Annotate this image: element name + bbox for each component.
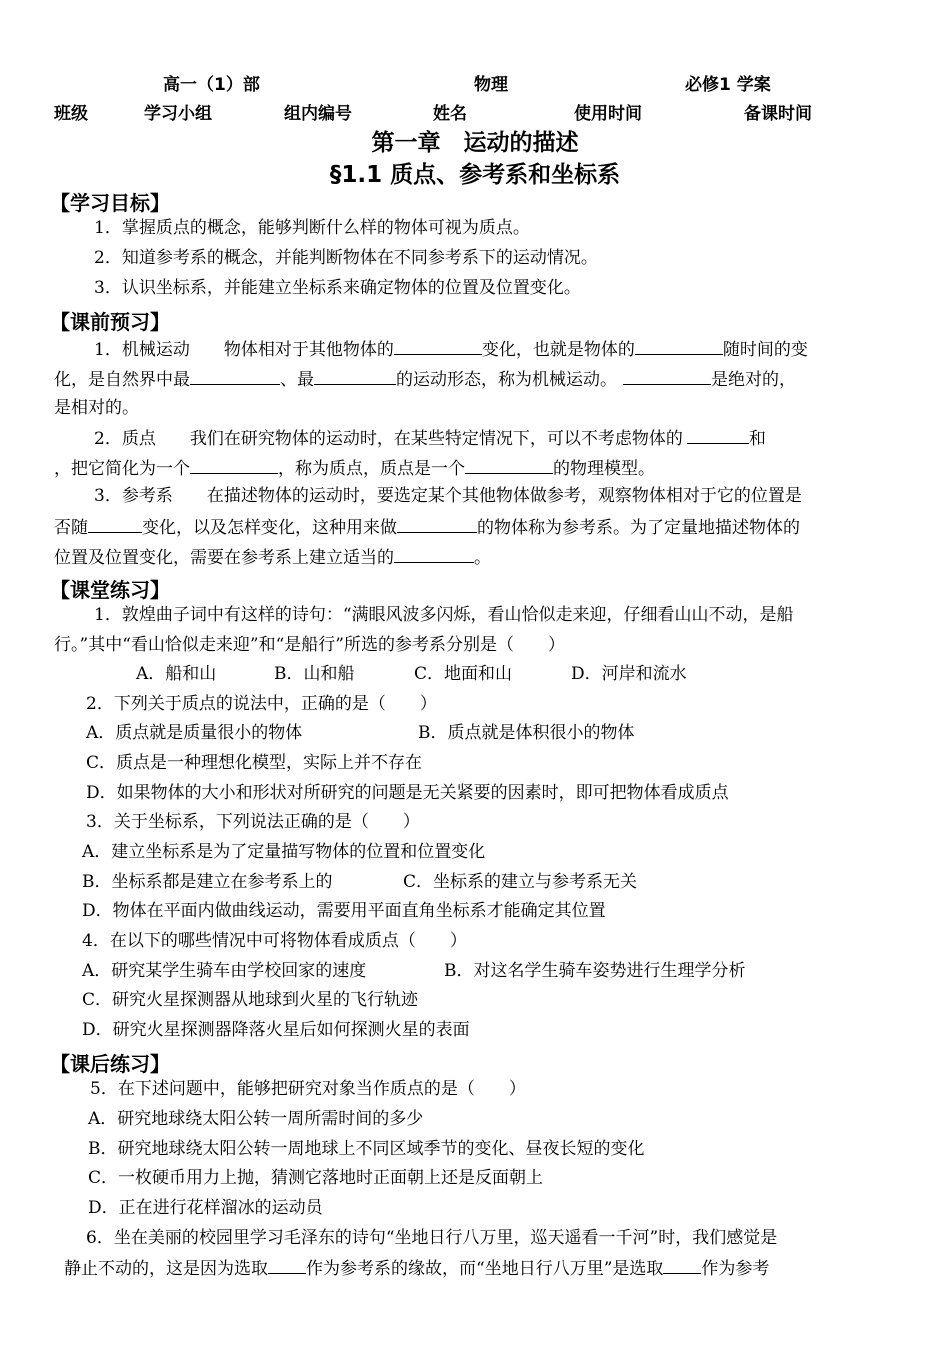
q4-option-b: B．对这名学生骑车姿势进行生理学分析 bbox=[444, 961, 746, 981]
q1-option-d: D．河岸和流水 bbox=[571, 664, 687, 684]
q3-option-b: B．坐标系都是建立在参考系上的 bbox=[82, 872, 333, 892]
q5-option-d: D．正在进行花样溜冰的运动员 bbox=[88, 1198, 323, 1218]
fill-blank[interactable] bbox=[314, 367, 396, 385]
q3-option-d: D．物体在平面内做曲线运动，需要用平面直角坐标系才能确定其位置 bbox=[82, 901, 606, 921]
fill-blank[interactable] bbox=[397, 515, 477, 533]
preview-p2-line1: 2．质点 我们在研究物体的运动时，在某些特定情况下，可以不考虑物体的 和 bbox=[94, 426, 766, 450]
header-dept: 高一（1）部 bbox=[163, 75, 260, 95]
q3-option-c: C．坐标系的建立与参考系无关 bbox=[403, 872, 638, 892]
fill-blank[interactable] bbox=[394, 545, 474, 563]
q5-option-b: B．研究地球绕太阳公转一周地球上不同区域季节的变化、昼夜长短的变化 bbox=[88, 1139, 645, 1159]
fill-blank[interactable] bbox=[394, 337, 482, 355]
header-book: 必修1 学案 bbox=[685, 75, 771, 95]
q1-line1: 1．敦煌曲子词中有这样的诗句：“满眼风波多闪烁，看山恰似走来迎，仔细看山山不动，是船 bbox=[94, 605, 794, 625]
q4-stem: 4．在以下的哪些情况中可将物体看成质点（ ） bbox=[82, 931, 467, 951]
q3-option-a: A．建立坐标系是为了定量描写物体的位置和位置变化 bbox=[82, 842, 486, 862]
fill-blank[interactable] bbox=[465, 456, 553, 474]
q6-line1: 6．坐在美丽的校园里学习毛泽东的诗句“坐地日行八万里，巡天遥看一千河”时，我们感觉是 bbox=[86, 1228, 778, 1248]
q5-option-a: A．研究地球绕太阳公转一周所需时间的多少 bbox=[88, 1109, 424, 1129]
q3-stem: 3．关于坐标系，下列说法正确的是（ ） bbox=[86, 812, 420, 832]
preview-p3-line2: 否随 变化，以及怎样变化，这种用来做 的物体称为参考系。为了定量地描述物体的 bbox=[54, 515, 800, 539]
classwork-heading: 【课堂练习】 bbox=[50, 578, 170, 602]
fill-blank[interactable] bbox=[635, 337, 723, 355]
q2-option-b: B．质点就是体积很小的物体 bbox=[418, 723, 635, 743]
field-name: 姓名 bbox=[433, 104, 467, 124]
q2-option-a: A．质点就是质量很小的物体 bbox=[86, 723, 303, 743]
header-subject: 物理 bbox=[474, 75, 508, 95]
q2-option-d: D．如果物体的大小和形状对所研究的问题是无关紧要的因素时，即可把物体看成质点 bbox=[86, 783, 729, 803]
preview-p1-line2: 化，是自然界中最 、最 的运动形态，称为机械运动。 是绝对的， bbox=[54, 367, 796, 391]
q6-line2: 静止不动的，这是因为选取 作为参考系的缘故，而“坐地日行八万里”是选取 作为参考 bbox=[64, 1256, 769, 1280]
q1-line2: 行。”其中“看山恰似走来迎”和“是船行”所选的参考系分别是（ ） bbox=[54, 635, 565, 655]
q4-option-d: D．研究火星探测器降落火星后如何探测火星的表面 bbox=[82, 1020, 470, 1040]
fill-blank[interactable] bbox=[190, 367, 280, 385]
q5-option-c: C．一枚硬币用力上抛，猜测它落地时正面朝上还是反面朝上 bbox=[88, 1168, 544, 1188]
field-class: 班级 bbox=[54, 104, 88, 124]
field-study-group: 学习小组 bbox=[144, 104, 212, 124]
fill-blank[interactable] bbox=[663, 1256, 701, 1274]
section-title: §1.1 质点、参考系和坐标系 bbox=[329, 162, 621, 188]
chapter-title: 第一章 运动的描述 bbox=[371, 130, 579, 156]
fill-blank[interactable] bbox=[268, 1256, 306, 1274]
preview-p3-line3: 位置及位置变化，需要在参考系上建立适当的 。 bbox=[54, 545, 491, 569]
preview-heading: 【课前预习】 bbox=[50, 310, 170, 334]
fill-blank[interactable] bbox=[623, 367, 711, 385]
q4-option-c: C．研究火星探测器从地球到火星的飞行轨迹 bbox=[82, 990, 419, 1010]
fill-blank[interactable] bbox=[88, 515, 142, 533]
field-group-number: 组内编号 bbox=[284, 104, 352, 124]
q5-stem: 5．在下述问题中，能够把研究对象当作质点的是（ ） bbox=[90, 1079, 526, 1099]
preview-p2-line2: ，把它简化为一个 ，称为质点，质点是一个 的物理模型。 bbox=[54, 456, 655, 480]
fill-blank[interactable] bbox=[687, 426, 749, 444]
q1-option-c: C．地面和山 bbox=[414, 664, 513, 684]
q2-stem: 2．下列关于质点的说法中，正确的是（ ） bbox=[86, 694, 437, 714]
q4-option-a: A．研究某学生骑车由学校回家的速度 bbox=[82, 961, 367, 981]
q2-option-c: C．质点是一种理想化模型，实际上并不存在 bbox=[86, 753, 423, 773]
goal-item: 1．掌握质点的概念，能够判断什么样的物体可视为质点。 bbox=[94, 218, 530, 238]
q1-option-a: A．船和山 bbox=[136, 664, 217, 684]
fill-blank[interactable] bbox=[190, 456, 278, 474]
field-prep-time: 备课时间 bbox=[744, 104, 812, 124]
goal-item: 2．知道参考系的概念，并能判断物体在不同参考系下的运动情况。 bbox=[94, 248, 598, 268]
goal-item: 3．认识坐标系，并能建立坐标系来确定物体的位置及位置变化。 bbox=[94, 278, 581, 298]
homework-heading: 【课后练习】 bbox=[50, 1052, 170, 1076]
goals-heading: 【学习目标】 bbox=[50, 191, 170, 215]
q1-option-b: B．山和船 bbox=[274, 664, 355, 684]
preview-p1-line3: 是相对的。 bbox=[54, 398, 139, 418]
preview-p3-line1: 3．参考系 在描述物体的运动时，要选定某个其他物体做参考，观察物体相对于它的位置是 bbox=[94, 486, 802, 506]
preview-p1-line1: 1．机械运动 物体相对于其他物体的 变化，也就是物体的 随时间的变 bbox=[94, 337, 808, 361]
field-use-time: 使用时间 bbox=[574, 104, 642, 124]
